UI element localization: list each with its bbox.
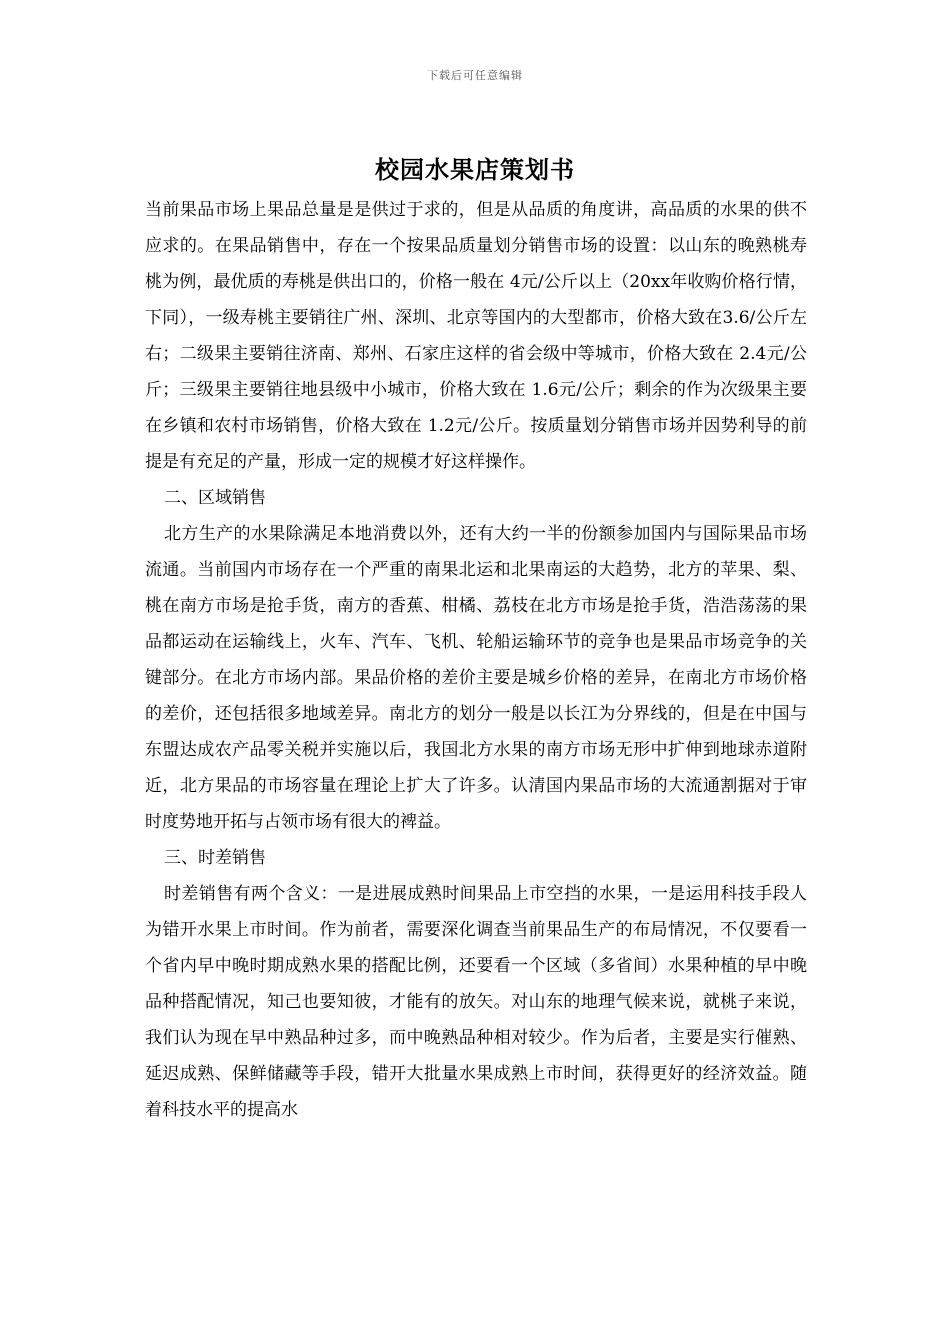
document-title: 校园水果店策划书 xyxy=(375,155,575,184)
header-note: 下载后可任意编辑 xyxy=(427,69,523,82)
paragraph-market-quality: 当前果品市场上果品总量是是供过于求的，但是从品质的角度讲，高品质的水果的供不应求的。在果品销售中，存在一个按果品质量划分销售市场的设置：以山东的晚熟桃寿桃为例，最优质的寿桃是供出口的，价格一般在 4元/公斤以上（20xx年收购价格行情，下同），一级寿桃主要销往广州、深圳、北京等国内的大型都市，价格大致在3.6/公斤左右；二级果主要销往济南、郑州、石家庄这样的省会级中等城市，价格大致在 2.4元/公斤；三级果主要销往地县级中小城市，价格大致在 1.6元/公斤；剩余的作为次级果主要在乡镇和农村市场销售，价格大致在 1.2元/公斤。按质量划分销售市场并因势利导的前提是有充足的产量，形成一定的规模才好这样操作。 xyxy=(145,200,807,472)
section-heading-time-difference-sales: 三、时差销售 xyxy=(164,848,266,868)
paragraph-time-difference-sales: 时差销售有两个含义：一是进展成熟时间果品上市空挡的水果，一是运用科技手段人为错开水果上市时间。作为前者，需要深化调查当前果品生产的布局情况，不仅要看一个省内早中晚时期成熟水果的搭配比例，还要看一个区域（多省间）水果种植的早中晚品种搭配情况，知己也要知彼，才能有的放矢。对山东的地理气候来说，就桃子来说，我们认为现在早中熟品种过多，而中晚熟品种相对较少。作为后者，主要是实行催熟、延迟成熟、保鲜储藏等手段，错开大批量水果成熟上市时间，获得更好的经济效益。随着科技水平的提高水 xyxy=(145,884,807,1120)
section-heading-regional-sales: 二、区域销售 xyxy=(164,488,266,508)
document-body xyxy=(145,192,807,1128)
paragraph-regional-sales: 北方生产的水果除满足本地消费以外，还有大约一半的份额参加国内与国际果品市场流通。当前国内市场存在一个严重的南果北运和北果南运的大趋势，北方的苹果、梨、桃在南方市场是抢手货，南方的香蕉、柑橘、荔枝在北方市场是抢手货，浩浩荡荡的果品都运动在运输线上，火车、汽车、飞机、轮船运输环节的竞争也是果品市场竞争的关键部分。在北方市场内部。果品价格的差价主要是城乡价格的差异，在南北方市场价格的差价，还包括很多地域差异。南北方的划分一般是以长江为分界线的，但是在中国与东盟达成农产品零关税并实施以后，我国北方水果的南方市场无形中扩伸到地球赤道附近，北方果品的市场容量在理论上扩大了许多。认清国内果品市场的大流通割据对于审时度势地开拓与占领市场有很大的裨益。 xyxy=(145,524,807,832)
